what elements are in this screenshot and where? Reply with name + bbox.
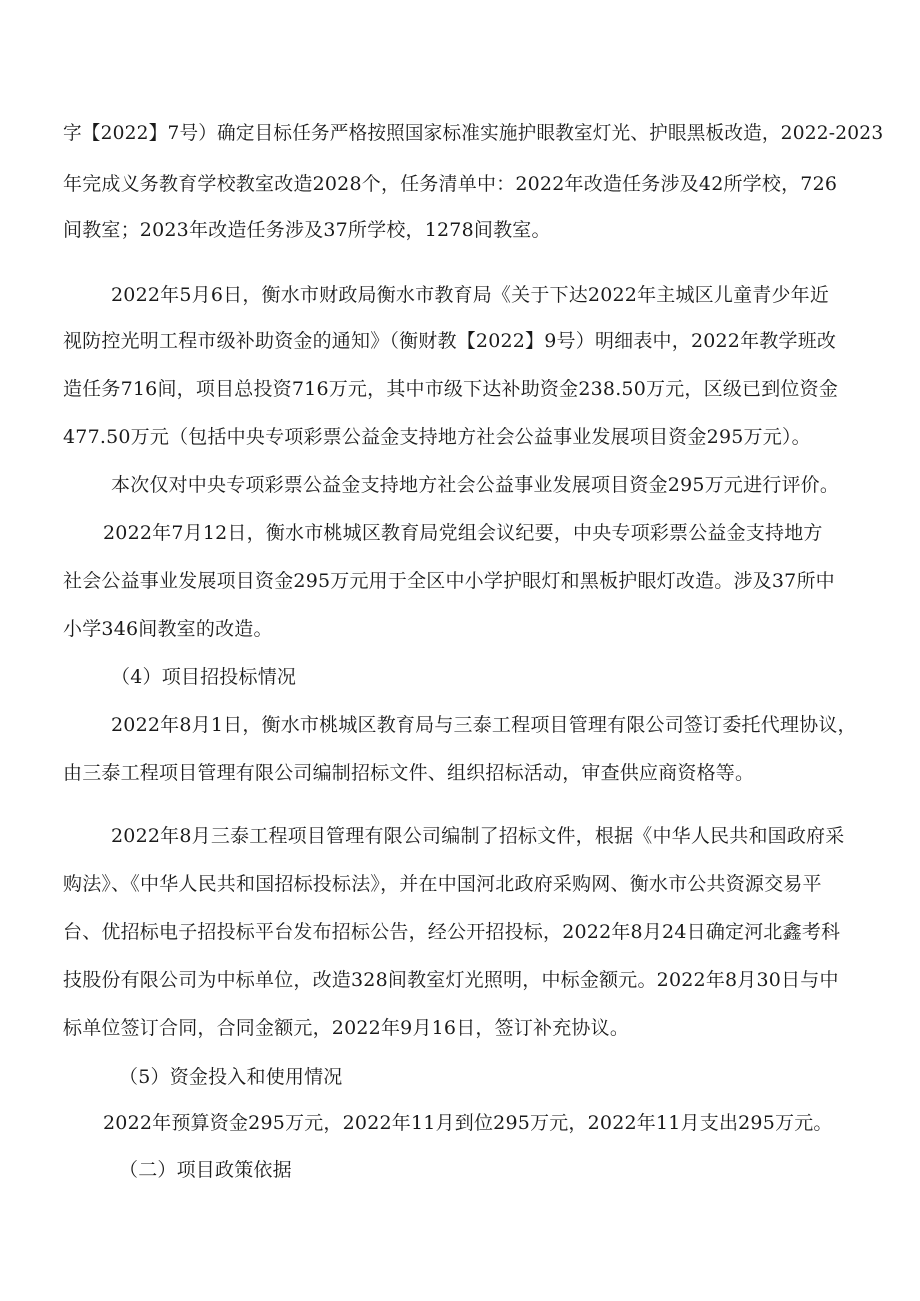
- section-heading: （4）项目招投标情况: [111, 666, 297, 688]
- paragraph-line: 视防控光明工程市级补助资金的通知》（衡财教【2022】9号）明细表中，2022年教学班改: [63, 330, 837, 352]
- paragraph-line: 2022年8月1日，衡水市桃城区教育局与三泰工程项目管理有限公司签订委托代理协议，: [111, 714, 857, 736]
- paragraph-line: 购法》、《中华人民共和国招标投标法》，并在中国河北政府采购网、衡水市公共资源交易平: [63, 873, 822, 895]
- paragraph-line: 2022年5月6日，衡水市财政局衡水市教育局《关于下达2022年主城区儿童青少年近: [111, 284, 830, 306]
- paragraph-line: 小学346间教室的改造。: [63, 618, 273, 640]
- section-heading: （二）项目政策依据: [119, 1159, 292, 1181]
- paragraph-line: 间教室；2023年改造任务涉及37所学校，1278间教室。: [63, 219, 551, 241]
- paragraph-line: 技股份有限公司为中标单位，改造328间教室灯光照明，中标金额元。2022年8月30日与中: [63, 969, 839, 991]
- paragraph-line: 台、优招标电子招投标平台发布招标公告，经公开招投标，2022年8月24日确定河北鑫考科: [63, 921, 841, 943]
- paragraph-line: 2022年8月三泰工程项目管理有限公司编制了招标文件，根据《中华人民共和国政府采: [111, 825, 845, 847]
- paragraph-line: 标单位签订合同，合同金额元，2022年9月16日，签订补充协议。: [63, 1017, 630, 1039]
- paragraph-line: 年完成义务教育学校教室改造2028个，任务清单中：2022年改造任务涉及42所学校，726: [63, 173, 838, 195]
- paragraph-line: 477.50万元（包括中央专项彩票公益金支持地方社会公益事业发展项目资金295万元）。: [63, 426, 811, 448]
- paragraph-line: 本次仅对中央专项彩票公益金支持地方社会公益事业发展项目资金295万元进行评价。: [111, 474, 840, 496]
- paragraph-line: 由三泰工程项目管理有限公司编制招标文件、组织招标活动，审查供应商资格等。: [63, 762, 755, 784]
- paragraph-line: 2022年预算资金295万元，2022年11月到位295万元，2022年11月支出295万元。: [103, 1112, 833, 1134]
- paragraph-line: 字【2022】7号）确定目标任务严格按照国家标准实施护眼教室灯光、护眼黑板改造，2022-2023: [63, 122, 884, 144]
- paragraph-line: 社会公益事业发展项目资金295万元用于全区中小学护眼灯和黑板护眼灯改造。涉及37所中: [63, 570, 835, 592]
- paragraph-line: 造任务716间，项目总投资716万元，其中市级下达补助资金238.50万元，区级已到位资金: [63, 378, 839, 400]
- section-heading: （5）资金投入和使用情况: [119, 1066, 343, 1088]
- paragraph-line: 2022年7月12日，衡水市桃城区教育局党组会议纪要，中央专项彩票公益金支持地方: [103, 522, 823, 544]
